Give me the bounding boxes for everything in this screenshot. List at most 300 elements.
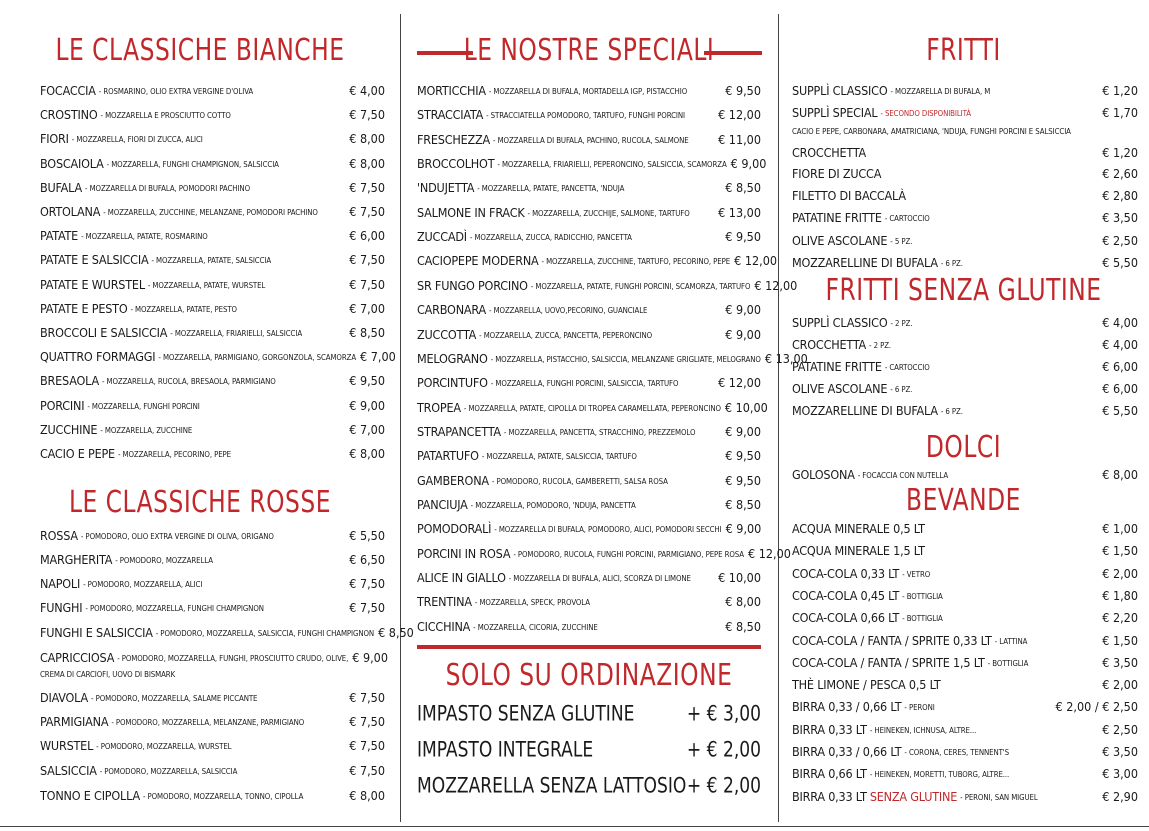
- item-price: € 1,80: [1102, 588, 1138, 603]
- section-title-fritti: FRITTI: [926, 33, 1001, 69]
- menu-item: [792, 588, 1138, 610]
- menu-item: [40, 252, 385, 274]
- item-description: - POMODORO, RUCOLA, GAMBERETTI, SALSA ROSA: [491, 477, 668, 486]
- item-description: - MOZZARELLA, FUNGHI PORCINI, SALSICCIA, TARTUFO: [490, 379, 679, 388]
- menu-item: [792, 766, 1138, 788]
- item-name: BIRRA 0,66 LT: [792, 766, 867, 781]
- item-name: ZUCCADÌ: [417, 229, 467, 244]
- item-price: € 9,50: [725, 448, 761, 463]
- item-price: € 7,50: [349, 714, 385, 729]
- item-description: - VETRO: [902, 570, 931, 579]
- item-name: BUFALA: [40, 180, 83, 195]
- item-description: - MOZZARELLA, PATATE, WURSTEL: [147, 281, 266, 290]
- item-price: € 7,50: [349, 576, 385, 591]
- menu-item: [40, 156, 385, 178]
- item-description: - MOZZARELLA, UOVO,PECORINO, GUANCIALE: [489, 306, 648, 315]
- item-name: PARMIGIANA: [40, 714, 109, 729]
- item-price: € 7,50: [349, 277, 385, 292]
- menu-item: [417, 521, 761, 543]
- item-price: € 7,00: [349, 422, 385, 437]
- item-price: € 5,50: [349, 528, 385, 543]
- item-name: NAPOLI: [40, 576, 81, 591]
- menu-item: [417, 327, 761, 349]
- item-description: - MOZZARELLA DI BUFALA, MORTADELLA IGP, PISTACCHIO: [488, 87, 688, 96]
- item-name: PATATE E SALSICCIA: [40, 252, 149, 267]
- item-name: CROSTINO: [40, 107, 98, 122]
- item-price: € 8,00: [349, 131, 385, 146]
- surcharge-item: [417, 702, 761, 733]
- item-description: - MOZZARELLA, PATATE, PESTO: [130, 305, 237, 314]
- item-description: - MOZZARELLA, FUNGHI PORCINI: [87, 402, 200, 411]
- surcharge-price: + € 2,00: [686, 737, 761, 762]
- item-description: - BOTTIGLIA: [902, 614, 943, 623]
- menu-item: [792, 145, 1138, 167]
- item-price: € 8,00: [725, 594, 761, 609]
- item-price: € 2,00: [1102, 566, 1138, 581]
- menu-item: [417, 473, 761, 495]
- surcharge-price: + € 3,00: [686, 701, 761, 726]
- item-description: - HEINEKEN, ICHNUSA, ALTRE...: [869, 726, 977, 735]
- item-name: CROCCHETTA: [792, 337, 867, 352]
- item-price: € 6,50: [349, 552, 385, 567]
- item-description: - POMODORO, RUCOLA, FUNGHI PORCINI, PARMIGIANO, PEPE ROSA: [513, 550, 745, 559]
- item-price: € 8,00: [349, 788, 385, 803]
- surcharge-name: IMPASTO INTEGRALE: [417, 737, 594, 762]
- special-flavours-note: CACIO E PEPE, CARBONARA, AMATRICIANA, 'NDUJA, FUNGHI PORCINI E SALSICCIA: [792, 127, 1071, 136]
- menu-item: [40, 650, 388, 672]
- item-name: BROCCOLI E SALSICCIA: [40, 325, 168, 340]
- item-price: € 6,00: [1102, 359, 1138, 374]
- item-name: MARGHERITA: [40, 552, 113, 567]
- item-name: BIRRA 0,33 LT: [792, 789, 867, 804]
- item-name: TROPEA: [417, 400, 461, 415]
- item-name: SUPPLÌ CLASSICO: [792, 315, 888, 330]
- item-price: € 9,50: [349, 373, 385, 388]
- item-description: - POMODORO, MOZZARELLA, MELANZANE, PARMIGIANO: [111, 718, 305, 727]
- item-description: - MOZZARELLA DI BUFALA, POMODORI PACHINO: [85, 184, 250, 193]
- menu-item: [417, 107, 761, 129]
- menu-item: [792, 83, 1138, 105]
- item-description: - ROSMARINO, OLIO EXTRA VERGINE D'OLIVA: [98, 87, 254, 96]
- item-price: € 2,50: [1102, 233, 1138, 248]
- menu-item: [792, 233, 1138, 255]
- item-price: € 8,50: [349, 325, 385, 340]
- item-name: ACQUA MINERALE 0,5 LT: [792, 521, 925, 536]
- item-name: OLIVE ASCOLANE: [792, 381, 888, 396]
- item-price: € 7,50: [349, 738, 385, 753]
- item-description: - MOZZARELLA, FRIARIELLI, PEPERONCINO, SALSICCIA, SCAMORZA: [497, 160, 727, 169]
- item-name: GAMBERONA: [417, 473, 489, 488]
- item-description: - 2 PZ.: [869, 341, 892, 350]
- item-name: DIAVOLA: [40, 690, 89, 705]
- menu-item: [417, 302, 761, 324]
- menu-item: [792, 633, 1138, 655]
- item-name: COCA-COLA 0,33 LT: [792, 566, 900, 581]
- menu-item: [417, 570, 761, 592]
- item-price: € 9,50: [725, 83, 761, 98]
- item-price: € 7,50: [349, 690, 385, 705]
- item-name: BIRRA 0,33 / 0,66 LT: [792, 744, 902, 759]
- item-price: € 1,50: [1102, 543, 1138, 558]
- section-title-speciali: LE NOSTRE SPECIALI: [463, 33, 715, 69]
- item-description: - MOZZARELLA, ZUCCHIJE, SALMONE, TARTUFO: [527, 209, 690, 218]
- item-price: € 3,50: [1102, 210, 1138, 225]
- item-name: PORCINTUFO: [417, 375, 488, 390]
- menu-item: [40, 714, 385, 736]
- item-description: - MOZZARELLA, PATATE, ROSMARINO: [81, 232, 208, 241]
- menu-item: [40, 131, 385, 153]
- item-description: - FOCACCIA CON NUTELLA: [857, 471, 949, 480]
- item-description: - SECONDO DISPONIBILITÀ: [880, 109, 971, 118]
- menu-item: [40, 204, 385, 226]
- menu-item: [417, 400, 768, 422]
- item-name: ZUCCOTTA: [417, 327, 477, 342]
- item-name: CACIOPEPE MODERNA: [417, 253, 539, 268]
- menu-item: [792, 655, 1138, 677]
- item-price: € 6,00: [349, 228, 385, 243]
- item-price: € 8,50: [378, 625, 414, 640]
- item-description: - PERONI, SAN MIGUEL: [960, 793, 1038, 802]
- item-description: - MOZZARELLA DI BUFALA, ALICI, SCORZA DI LIMONE: [508, 574, 691, 583]
- item-description: - 6 PZ.: [940, 407, 963, 416]
- section-divider-rule: [417, 645, 761, 649]
- item-description: - MOZZARELLA DI BUFALA, M: [890, 87, 991, 96]
- item-price: € 1,50: [1102, 633, 1138, 648]
- menu-item: [40, 83, 385, 105]
- item-price: € 9,00: [725, 521, 762, 536]
- item-name: PATATINE FRITTE: [792, 210, 882, 225]
- item-name: STRACCIATA: [417, 107, 484, 122]
- item-description: - MOZZARELLA, ZUCCHINE, MELANZANE, POMODORI PACHINO: [103, 208, 318, 217]
- item-name: 'NDUJETTA: [417, 180, 475, 195]
- item-name: FRESCHEZZA: [417, 132, 491, 147]
- item-name: MELOGRANO: [417, 351, 488, 366]
- section-title-bianche: LE CLASSICHE BIANCHE: [55, 33, 345, 69]
- item-price: € 1,70: [1102, 105, 1138, 120]
- section-title-dolci: DOLCI: [925, 430, 1002, 466]
- item-description: - MOZZARELLA, ZUCCHINE, TARTUFO, PECORINO, PEPE: [541, 257, 731, 266]
- menu-item: [417, 180, 761, 202]
- menu-item: [792, 521, 1138, 543]
- menu-item: [792, 789, 1138, 811]
- item-name: ALICE IN GIALLO: [417, 570, 506, 585]
- menu-item: [40, 576, 385, 598]
- item-name: CROCCHETTA: [792, 145, 867, 160]
- item-description: - POMODORO, MOZZARELLA, ALICI: [83, 580, 203, 589]
- menu-item: [417, 619, 761, 641]
- item-name: SUPPLÌ CLASSICO: [792, 83, 888, 98]
- item-name: SR FUNGO PORCINO: [417, 278, 528, 293]
- surcharge-name: MOZZARELLA SENZA LATTOSIO: [417, 773, 687, 798]
- menu-item: [40, 398, 385, 420]
- item-description: - MOZZARELLA, PATATE, CIPOLLA DI TROPEA CARAMELLATA, PEPERONCINO: [463, 404, 721, 413]
- surcharge-item: [417, 738, 761, 769]
- item-description: - MOZZARELLA, ZUCCA, RADICCHIO, PANCETTA: [469, 233, 632, 242]
- menu-item: [417, 424, 761, 446]
- item-name: PATATE E WURSTEL: [40, 277, 145, 292]
- item-description: - POMODORO, MOZZARELLA, SALSICCIA, FUNGHI CHAMPIGNON: [155, 629, 375, 638]
- menu-item: [792, 610, 1138, 632]
- item-name: COCA-COLA / FANTA / SPRITE 1,5 LT: [792, 655, 985, 670]
- item-description: - MOZZARELLA, PATATE, SALSICCIA, TARTUFO: [481, 452, 637, 461]
- menu-item: [40, 301, 385, 323]
- menu-item: [417, 132, 761, 154]
- item-price: € 2,80: [1102, 188, 1138, 203]
- menu-item: [792, 105, 1138, 127]
- item-price: € 9,00: [725, 302, 761, 317]
- item-name: MOZZARELLINE DI BUFALA: [792, 403, 938, 418]
- menu-item: [40, 325, 385, 347]
- item-name: CAPRICCIOSA: [40, 650, 115, 665]
- item-price: € 9,00: [725, 327, 761, 342]
- item-price: € 11,00: [718, 132, 761, 147]
- section-title-ordinazione: SOLO SU ORDINAZIONE: [445, 658, 733, 694]
- item-price: € 8,00: [349, 446, 385, 461]
- item-price: € 2,60: [1102, 166, 1138, 181]
- section-title-bevande: BEVANDE: [906, 483, 1021, 519]
- menu-item: [792, 337, 1138, 359]
- item-name: CARBONARA: [417, 302, 487, 317]
- column-middle: [400, 0, 808, 831]
- item-price: € 13,00: [764, 351, 808, 366]
- menu-item: [40, 349, 396, 371]
- item-price: € 4,00: [1102, 315, 1138, 330]
- item-description: - 6 PZ.: [890, 385, 913, 394]
- item-price: € 10,00: [724, 400, 768, 415]
- item-description: - MOZZARELLA, FUNGHI CHAMPIGNON, SALSICCIA: [106, 160, 279, 169]
- item-price: € 9,00: [725, 424, 761, 439]
- item-description: - MOZZARELLA, FRIARIELLI, SALSICCIA: [170, 329, 303, 338]
- item-description: - POMODORO, MOZZARELLA, FUNGHI CHAMPIGNON: [85, 604, 264, 613]
- menu-item: [417, 594, 761, 616]
- menu-item: [792, 699, 1138, 721]
- surcharge-price: + € 2,00: [686, 773, 761, 798]
- item-description: - MOZZARELLA DI BUFALA, PACHINO, RUCOLA, SALMONE: [493, 136, 689, 145]
- item-name: FOCACCIA: [40, 83, 96, 98]
- menu-item: [792, 677, 1138, 699]
- item-name: CICCHINA: [417, 619, 471, 634]
- item-description: - CARTOCCIO: [884, 363, 930, 372]
- item-description: - POMODORO, MOZZARELLA, SALAME PICCANTE: [91, 694, 258, 703]
- item-description: - 2 PZ.: [890, 319, 913, 328]
- menu-item: [40, 625, 414, 647]
- item-name: WURSTEL: [40, 738, 94, 753]
- column-left: [0, 0, 414, 831]
- menu-item: [40, 107, 385, 129]
- item-name: COCA-COLA 0,66 LT: [792, 610, 900, 625]
- item-description: - POMODORO, MOZZARELLA, WURSTEL: [96, 742, 232, 751]
- item-name: BROCCOLHOT: [417, 156, 495, 171]
- item-description: - MOZZARELLA DI BUFALA, POMODORO, ALICI, POMODORI SECCHI: [494, 525, 722, 534]
- item-description: - STRACCIATELLA POMODORO, TARTUFO, FUNGHI PORCINI: [486, 111, 685, 120]
- item-description: - POMODORO, OLIO EXTRA VERGINE DI OLIVA, ORIGANO: [80, 532, 274, 541]
- item-price: € 10,00: [718, 570, 761, 585]
- item-name: TRENTINA: [417, 594, 472, 609]
- menu-item: [417, 253, 778, 275]
- item-name: FIORI: [40, 131, 69, 146]
- item-name: QUATTRO FORMAGGI: [40, 349, 156, 364]
- item-name: SUPPLÌ SPECIAL: [792, 105, 878, 120]
- menu-item: [792, 722, 1138, 744]
- item-description: - MOZZARELLA, PANCETTA, STRACCHINO, PREZZEMOLO: [503, 428, 696, 437]
- menu-item: [792, 315, 1138, 337]
- item-price: € 12,00: [754, 278, 798, 293]
- item-name: POMODORALÌ: [417, 521, 492, 536]
- item-price: € 12,00: [748, 546, 791, 561]
- menu-item: [40, 738, 385, 760]
- item-price: € 7,50: [349, 252, 385, 267]
- item-price: € 1,20: [1102, 83, 1138, 98]
- item-price: € 9,00: [352, 650, 388, 665]
- item-description: - BOTTIGLIA: [902, 592, 943, 601]
- item-description: - CORONA, CERES, TENNENT'S: [904, 748, 1009, 757]
- item-description: - MOZZARELLA, PATATE, SALSICCIA: [151, 256, 272, 265]
- item-price: € 6,00: [1102, 381, 1138, 396]
- item-price: € 4,00: [1102, 337, 1138, 352]
- item-price: € 12,00: [718, 107, 761, 122]
- item-price: € 9,00: [730, 156, 767, 171]
- menu-item: [417, 497, 761, 519]
- menu-item: [40, 373, 385, 395]
- item-price: € 8,00: [1102, 467, 1138, 482]
- menu-item: [792, 381, 1138, 403]
- item-name: COCA-COLA / FANTA / SPRITE 0,33 LT: [792, 633, 992, 648]
- item-price: € 7,50: [349, 600, 385, 615]
- item-name: PANCIUJA: [417, 497, 468, 512]
- item-description: - 6 PZ.: [940, 259, 963, 268]
- item-name: BRESAOLA: [40, 373, 99, 388]
- item-price: € 7,50: [349, 180, 385, 195]
- item-price: € 8,00: [349, 156, 385, 171]
- menu-item: [40, 228, 385, 250]
- item-description: - MOZZARELLA, CICORIA, ZUCCHINE: [473, 623, 598, 632]
- item-description: - HEINEKEN, MORETTI, TUBORG, ALTRE...: [869, 770, 1010, 779]
- item-name: ROSSA: [40, 528, 78, 543]
- item-price: € 3,00: [1102, 766, 1138, 781]
- item-name: FUNGHI E SALSICCIA: [40, 625, 153, 640]
- surcharge-item: [417, 774, 761, 805]
- item-name: OLIVE ASCOLANE: [792, 233, 888, 248]
- item-description: - MOZZARELLA E PROSCIUTTO COTTO: [100, 111, 231, 120]
- item-name: BOSCAIOLA: [40, 156, 104, 171]
- item-description: - MOZZARELLA, POMODORO, 'NDUJA, PANCETTA: [470, 501, 636, 510]
- item-price: € 8,50: [725, 180, 761, 195]
- menu-item: [417, 546, 791, 568]
- menu-item: [417, 156, 767, 178]
- item-price: € 3,50: [1102, 655, 1138, 670]
- menu-item: [40, 600, 385, 622]
- item-name: PORCINI: [40, 398, 85, 413]
- item-description: - MOZZARELLA, ZUCCA, PANCETTA, PEPERONCINO: [479, 331, 653, 340]
- menu-item: [417, 278, 798, 300]
- item-name: PATATE: [40, 228, 79, 243]
- item-description: - CARTOCCIO: [884, 214, 930, 223]
- item-name: THÈ LIMONE / PESCA 0,5 LT: [792, 677, 941, 692]
- item-name: PATARTUFO: [417, 448, 479, 463]
- item-name: PATATE E PESTO: [40, 301, 128, 316]
- item-price: € 1,00: [1102, 521, 1138, 536]
- item-price: € 5,50: [1102, 403, 1138, 418]
- item-gluten-free-tag: SENZA GLUTINE: [869, 789, 958, 804]
- item-price: € 7,50: [349, 107, 385, 122]
- item-name: CACIO E PEPE: [40, 446, 115, 461]
- item-description: - MOZZARELLA, PISTACCHIO, SALSICCIA, MELANZANE GRIGLIATE, MELOGRANO: [490, 355, 761, 364]
- item-description: - POMODORO, MOZZARELLA, FUNGHI, PROSCIUTTO CRUDO, OLIVE,: [117, 654, 349, 663]
- item-name: COCA-COLA 0,45 LT: [792, 588, 900, 603]
- item-description: - POMODORO, MOZZARELLA, SALSICCIA: [99, 767, 238, 776]
- menu-item: [792, 566, 1138, 588]
- item-price: € 1,20: [1102, 145, 1138, 160]
- item-name: SALSICCIA: [40, 763, 97, 778]
- item-name: BIRRA 0,33 LT: [792, 722, 867, 737]
- item-price: € 7,50: [349, 204, 385, 219]
- item-name: FUNGHI: [40, 600, 83, 615]
- menu-item: [417, 448, 761, 470]
- menu-item: [792, 403, 1138, 425]
- item-price: € 7,00: [360, 349, 396, 364]
- item-description: - POMODORO, MOZZARELLA: [115, 556, 213, 565]
- item-price: € 7,50: [349, 763, 385, 778]
- menu-item: [417, 205, 761, 227]
- item-description: - MOZZARELLA, ZUCCHINE: [100, 426, 193, 435]
- menu-item: [40, 180, 385, 202]
- item-price: € 3,50: [1102, 744, 1138, 759]
- item-description: - MOZZARELLA, SPECK, PROVOLA: [474, 598, 590, 607]
- item-price: € 8,50: [725, 497, 761, 512]
- menu-item: [40, 446, 385, 468]
- item-description: - MOZZARELLA, PECORINO, PEPE: [117, 450, 232, 459]
- item-description: - MOZZARELLA, PATATE, PANCETTA, 'NDUJA: [477, 184, 625, 193]
- item-price: € 7,00: [349, 301, 385, 316]
- item-name: PORCINI IN ROSA: [417, 546, 511, 561]
- item-name: ORTOLANA: [40, 204, 101, 219]
- item-description: - BOTTIGLIA: [987, 659, 1029, 668]
- item-price: € 9,00: [349, 398, 385, 413]
- menu-item: [40, 788, 385, 810]
- item-price: € 12,00: [734, 253, 778, 268]
- menu-item: [40, 552, 385, 574]
- item-name: FIORE DI ZUCCA: [792, 166, 882, 181]
- item-price: € 9,50: [725, 229, 761, 244]
- item-price: € 2,50: [1102, 722, 1138, 737]
- menu-item: [792, 543, 1138, 565]
- item-price: € 2,90: [1102, 789, 1138, 804]
- surcharge-name: IMPASTO SENZA GLUTINE: [417, 701, 635, 726]
- item-name: ZUCCHINE: [40, 422, 98, 437]
- item-description: - MOZZARELLA, RUCOLA, BRESAOLA, PARMIGIANO: [101, 377, 276, 386]
- item-description: - POMODORO, MOZZARELLA, TONNO, CIPOLLA: [142, 792, 304, 801]
- item-description: - 5 PZ.: [890, 237, 913, 246]
- menu-item: [40, 763, 385, 785]
- menu-item: [417, 375, 761, 397]
- item-name: MOZZARELLINE DI BUFALA: [792, 255, 938, 270]
- item-description: - LATTINA: [994, 637, 1028, 646]
- menu-item: [40, 528, 385, 550]
- menu-item: [792, 166, 1138, 188]
- item-price: € 2,00: [1102, 677, 1138, 692]
- item-name: FILETTO DI BACCALÀ: [792, 188, 906, 203]
- item-price: € 9,50: [725, 473, 761, 488]
- section-title-rosse: LE CLASSICHE ROSSE: [68, 485, 332, 521]
- item-name: BIRRA 0,33 / 0,66 LT: [792, 699, 902, 714]
- menu-item: [417, 229, 761, 251]
- section-title-fritti-sg: FRITTI SENZA GLUTINE: [825, 273, 1102, 309]
- item-price: € 13,00: [718, 205, 761, 220]
- item-description: - MOZZARELLA, FIORI DI ZUCCA, ALICI: [71, 135, 203, 144]
- menu-item: [40, 422, 385, 444]
- menu-item: [792, 188, 1138, 210]
- menu-item: [792, 744, 1138, 766]
